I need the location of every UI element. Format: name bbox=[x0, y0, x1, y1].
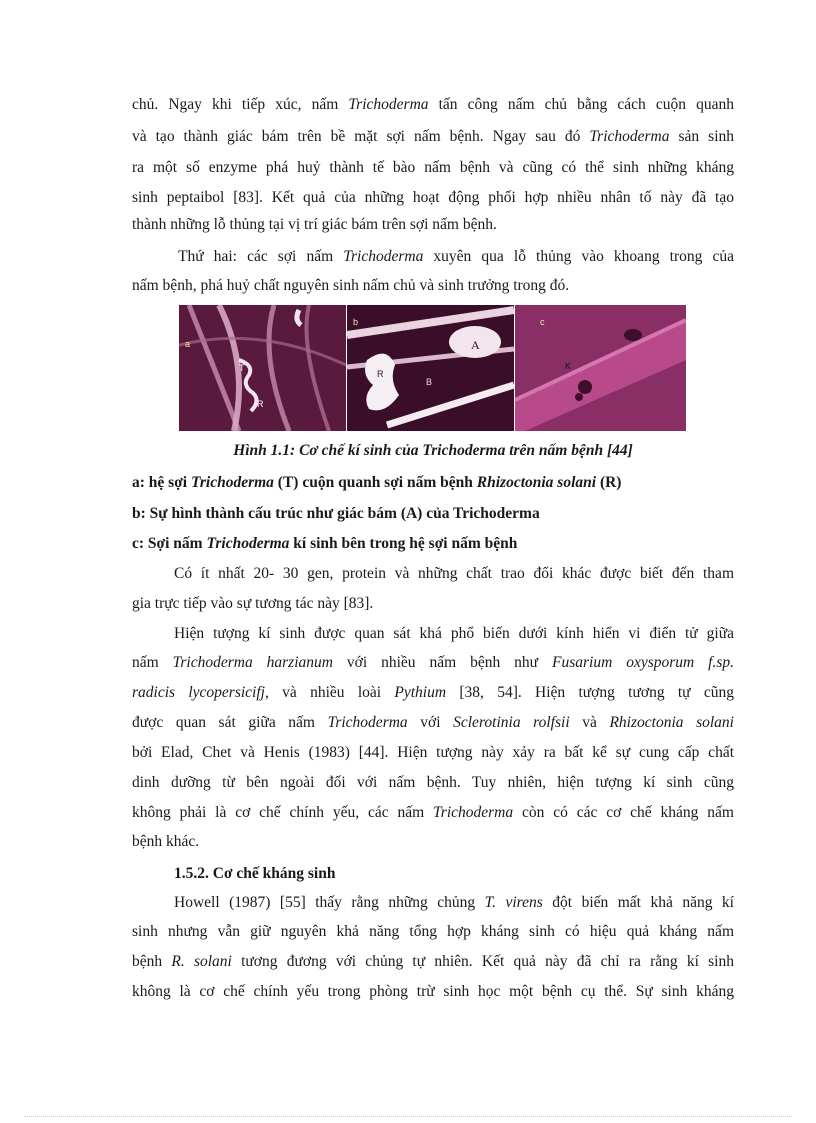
para5-line2: sinh nhưng vẫn giữ nguyên khả năng tổng hợp kháng sinh có hiệu quả kháng nấm bbox=[132, 923, 734, 940]
figure-panel-a bbox=[179, 305, 346, 431]
figure-caption: Hình 1.1: Cơ chế kí sinh của Trichoderma trên nấm bệnh [44] bbox=[233, 442, 633, 459]
figure-micrographs bbox=[179, 305, 686, 431]
para4-line3: radicis lycopersicifj, và nhiều loài Pythium [38, 54]. Hiện tượng tương tự cũng bbox=[132, 684, 735, 701]
para1-line4: sinh peptaibol [83]. Kết quả của những hoạt động phối hợp nhiều nhân tố này đã tạo bbox=[132, 189, 734, 206]
panel-c-letter: c bbox=[540, 317, 545, 327]
para5-line4: không là cơ chế chính yếu trong phòng trừ sinh học một bệnh cụ thể. Sự sinh kháng bbox=[132, 983, 734, 1000]
panel-b-mark-r: R bbox=[377, 369, 384, 379]
para2-line1: Thứ hai: các sợi nấm Trichoderma xuyên qua lỗ thủng vào khoang trong của bbox=[178, 248, 734, 265]
panel-a-mark-t: T bbox=[239, 363, 245, 373]
figure-note-c: c: Sợi nấm Trichoderma kí sinh bên trong hệ sợi nấm bệnh bbox=[132, 535, 518, 552]
para5-line1: Howell (1987) [55] thấy rằng những chủng T. virens đột biến mất khả năng kí bbox=[174, 894, 734, 911]
para4-line2: nấm Trichoderma harzianum với nhiều nấm bệnh như Fusarium oxysporum f.sp. bbox=[132, 654, 735, 671]
para5-line3: bệnh R. solani tương đương với chủng tự nhiên. Kết quả này đã chỉ ra rằng kí sinh bbox=[132, 953, 734, 970]
para4-line1: Hiện tượng kí sinh được quan sát khá phổ biến dưới kính hiển vi điển tử giữa bbox=[174, 625, 734, 642]
panel-b-mark-b: B bbox=[426, 377, 433, 387]
section-heading: 1.5.2. Cơ chế kháng sinh bbox=[174, 865, 336, 882]
panel-c-mark-k: K bbox=[565, 361, 572, 371]
para4-line5: bởi Elad, Chet và Henis (1983) [44]. Hiện tượng này xảy ra bất kể sự cung cấp chất bbox=[132, 744, 734, 761]
para4-line4: được quan sát giữa nấm Trichoderma với Sclerotinia rolfsii và Rhizoctonia solani bbox=[132, 714, 734, 731]
panel-b-letter: b bbox=[353, 317, 359, 327]
para1-line1: chủ. Ngay khi tiếp xúc, nấm Trichoderma tấn công nấm chủ bằng cách cuộn quanh bbox=[132, 96, 734, 113]
figure-panel-b bbox=[347, 305, 514, 431]
para1-line5: thành những lỗ thủng tại vị trí giác bám trên sợi nấm bệnh. bbox=[132, 216, 497, 233]
figure-note-b: b: Sự hình thành cấu trúc như giác bám (A) của Trichoderma bbox=[132, 505, 540, 522]
para1-line2: và tạo thành giác bám trên bề mặt sợi nấm bệnh. Ngay sau đó Trichoderma sản sinh bbox=[132, 128, 734, 145]
figure-note-a: a: hệ sợi Trichoderma (T) cuộn quanh sợi nấm bệnh Rhizoctonia solani (R) bbox=[132, 474, 622, 491]
panel-a-mark-r: R bbox=[257, 399, 264, 409]
para1-line3: ra một số enzyme phá huỷ thành tế bào nấm bệnh và cũng có thể sinh những kháng bbox=[132, 159, 734, 176]
para3-line1: Có ít nhất 20- 30 gen, protein và những chất trao đổi khác được biết đến tham bbox=[174, 565, 734, 582]
panel-b-mark-a: A bbox=[471, 338, 480, 352]
para3-line2: gia trực tiếp vào sự tương tác này [83]. bbox=[132, 595, 374, 612]
para4-line8: bệnh khác. bbox=[132, 833, 200, 850]
para4-line6: dinh dưỡng từ bên ngoài đối với nấm bệnh. Tuy nhiên, hiện tượng kí sinh cũng bbox=[132, 774, 734, 791]
panel-a-letter: a bbox=[185, 339, 191, 349]
para4-line7: không phải là cơ chế chính yếu, các nấm Trichoderma còn có các cơ chế kháng nấm bbox=[132, 804, 734, 821]
figure-panel-c bbox=[515, 305, 686, 431]
page-bottom-rule bbox=[24, 1116, 792, 1117]
para2-line2: nấm bệnh, phá huỷ chất nguyên sinh nấm chủ và sinh trưởng trong đó. bbox=[132, 277, 570, 294]
